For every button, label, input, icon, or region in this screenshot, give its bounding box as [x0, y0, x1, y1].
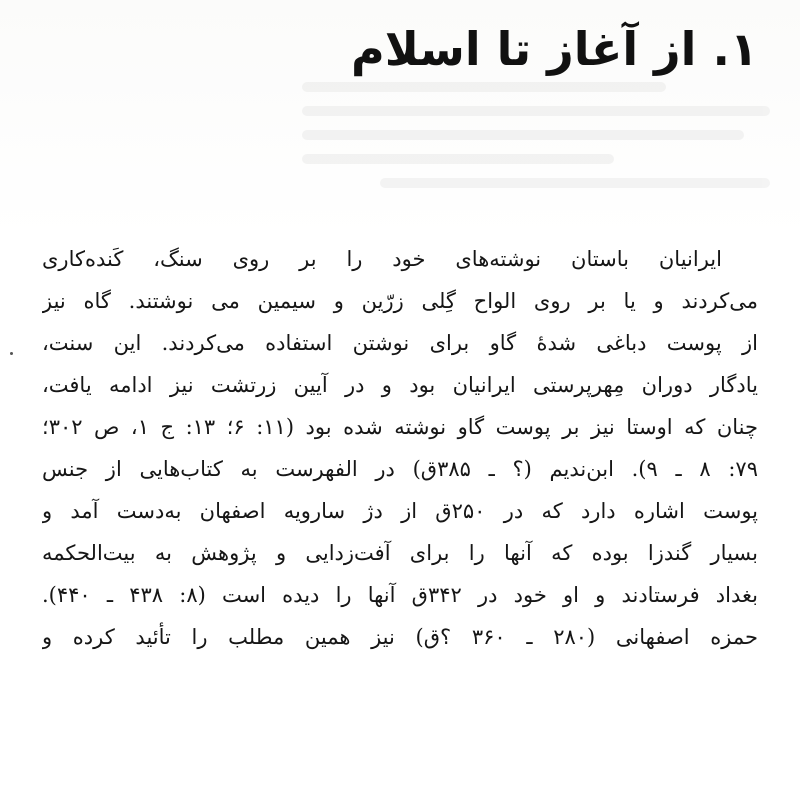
text-line: پوست اشاره دارد که در ۲۵۰ق از دژ سارویه اصفهان به‌دست آمد و — [42, 499, 758, 523]
text-line: بغداد فرستادند و او خود در ۳۴۲ق آنها را دیده است (۸: ۴۳۸ ـ ۴۴۰). — [42, 583, 758, 607]
margin-speck — [10, 352, 13, 355]
text-line: یادگار دوران مِهرپرستی ایرانیان بود و در آیین زرتشت نیز ادامه یافت، — [42, 373, 758, 397]
text-line: ۷۹: ۸ ـ ۹). ابن‌ندیم (؟ ـ ۳۸۵ق) در الفهرست به کتاب‌هایی از جنس — [42, 457, 758, 481]
text-line: حمزه اصفهانی (۲۸۰ ـ ۳۶۰ ؟ق) نیز همین مطلب را تأئید کرده و — [42, 625, 758, 649]
text-line: بسیار گندزا بوده که آنها را برای آفت‌زدایی و پژوهش به بیت‌الحکمه — [42, 541, 758, 565]
chapter-heading: ۱. از آغاز تا اسلام — [351, 22, 758, 76]
text-line: ایرانیان باستان نوشته‌های خود را بر روی سنگ، کَنده‌کاری — [42, 247, 722, 271]
text-line: از پوست دباغی شدهٔ گاو برای نوشتن استفاده می‌کردند. این سنت، — [42, 331, 758, 355]
text-line: می‌کردند و یا بر روی الواح گِلی زرّین و سیمین می نوشتند. گاه نیز — [42, 289, 758, 313]
text-line: چنان که اوستا نیز بر پوست گاو نوشته شده بود (۱۱: ۶؛ ۱۳: ج ۱، ص ۳۰۲؛ — [42, 415, 758, 439]
bleed-through-text — [250, 68, 770, 218]
body-paragraph — [42, 238, 758, 658]
